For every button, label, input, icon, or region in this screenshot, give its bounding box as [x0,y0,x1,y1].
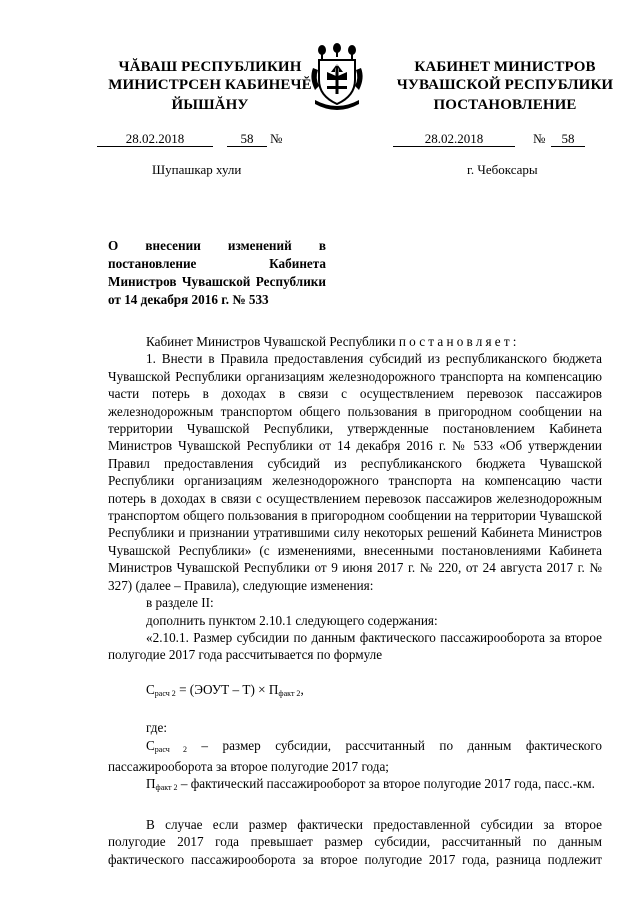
formula-p-sub: факт 2 [278,688,301,698]
left-date-number-line [95,131,325,147]
definition-2 [108,775,602,796]
def1-sub: расч 2 [154,744,187,754]
left-number-sign: № [270,131,283,146]
def1-text: – размер субсидии, рассчитанный по данным фактического пассажирооборота за второе полугодие 2017 года; [108,737,602,774]
coat-of-arms-emblem [305,42,369,112]
intro-paragraph [108,333,602,350]
right-date-number-line [393,131,623,147]
header-right-line2: ЧУВАШСКОЙ РЕСПУБЛИКИ [396,77,614,93]
left-date: 28.02.2018 [97,131,213,147]
header-right-org [390,58,620,94]
paragraph-4: «2.10.1. Размер субсидии по данным фактического пассажирооборота за второе полугодие 2017 года рассчитывается по формуле [108,629,602,663]
definition-1 [108,737,602,776]
formula-mid: = (ЭОУТ – Т) × П [175,681,279,697]
formula-c-sub: расч 2 [154,688,176,698]
def1-symbol: С [146,737,155,753]
right-number: 58 [551,131,585,147]
document-title: О внесении изменений в постановление Кабинета Министров Чувашской Республики от 14 декабря 2016 г. № 533 [108,238,326,307]
left-city: Шупашкар хули [152,162,242,177]
formula-end: , [300,681,304,697]
document-body [108,333,602,868]
spacer [108,797,602,816]
left-number: 58 [227,131,267,147]
intro-decree-word: постановляет: [398,334,520,349]
intro-prefix: Кабинет Министров Чувашской Республики [146,334,396,349]
header-right-line1: КАБИНЕТ МИНИСТРОВ [414,59,596,75]
def2-text: – фактический пассажирооборот за второе полугодие 2017 года, пасс.-км. [177,776,595,792]
right-date: 28.02.2018 [393,131,515,147]
header-left-doc-type: ЙЫШĂНУ [171,97,249,113]
right-city: г. Чебоксары [467,162,538,177]
header-left-org [95,58,325,94]
formula [108,681,602,702]
emblem-icon [305,42,369,112]
formula-c: С [146,681,155,697]
header-left-line2: МИНИСТРСЕН КАБИНЕЧĔ [108,77,312,93]
paragraph-2: в разделе II: [146,595,214,611]
spacer [108,702,602,719]
where-label: где: [146,720,167,736]
def2-symbol: П [146,776,156,792]
spacer [108,664,602,681]
paragraph-3: дополнить пунктом 2.10.1 следующего содержания: [146,612,438,628]
header-left-line1: ЧĂВАШ РЕСПУБЛИКИН [118,59,302,75]
def2-sub: факт 2 [155,783,178,793]
right-number-sign: № [533,131,546,146]
paragraph-1: 1. Внести в Правила предоставления субсидий из республиканского бюджета Чувашской Республики организациям железнодорожного транспорта на компенсацию части потерь в доходах в связи с осуществлением перевозок пассажиров железнодорожным транспортом общего пользования в пригородном сообщении на территории Чувашской Республики, утвержденные постановлением Кабинета Министров Чувашской Республики от 14 декабря 2016 г. № 533 «Об утверждении Правил предоставления субсидий из республиканского бюджета Чувашской Республики организациям железнодорожного транспорта на компенсацию части потерь в доходах в связи с осуществлением перевозок пассажиров железнодорожным транспортом общего пользования в пригородном сообщении на территории Чувашской Республики и признании утратившими силу некоторых решений Кабинета Министров Чувашской Республики» (с изменениями, внесенными постановлениями Кабинета Министров Чувашской Республики от 9 июня 2017 г. № 220, от 24 августа 2017 г. № 327) (далее – Правила), следующие изменения: [108,351,602,593]
header-right-doc-type: ПОСТАНОВЛЕНИЕ [433,97,577,113]
paragraph-5: В случае если размер фактически предоставленной субсидии за второе полугодие 2017 года превышает размер субсидии, рассчитанный по данным фактического пассажирооборота за второе полугодие 2017 года, разница подлежит [108,816,602,867]
